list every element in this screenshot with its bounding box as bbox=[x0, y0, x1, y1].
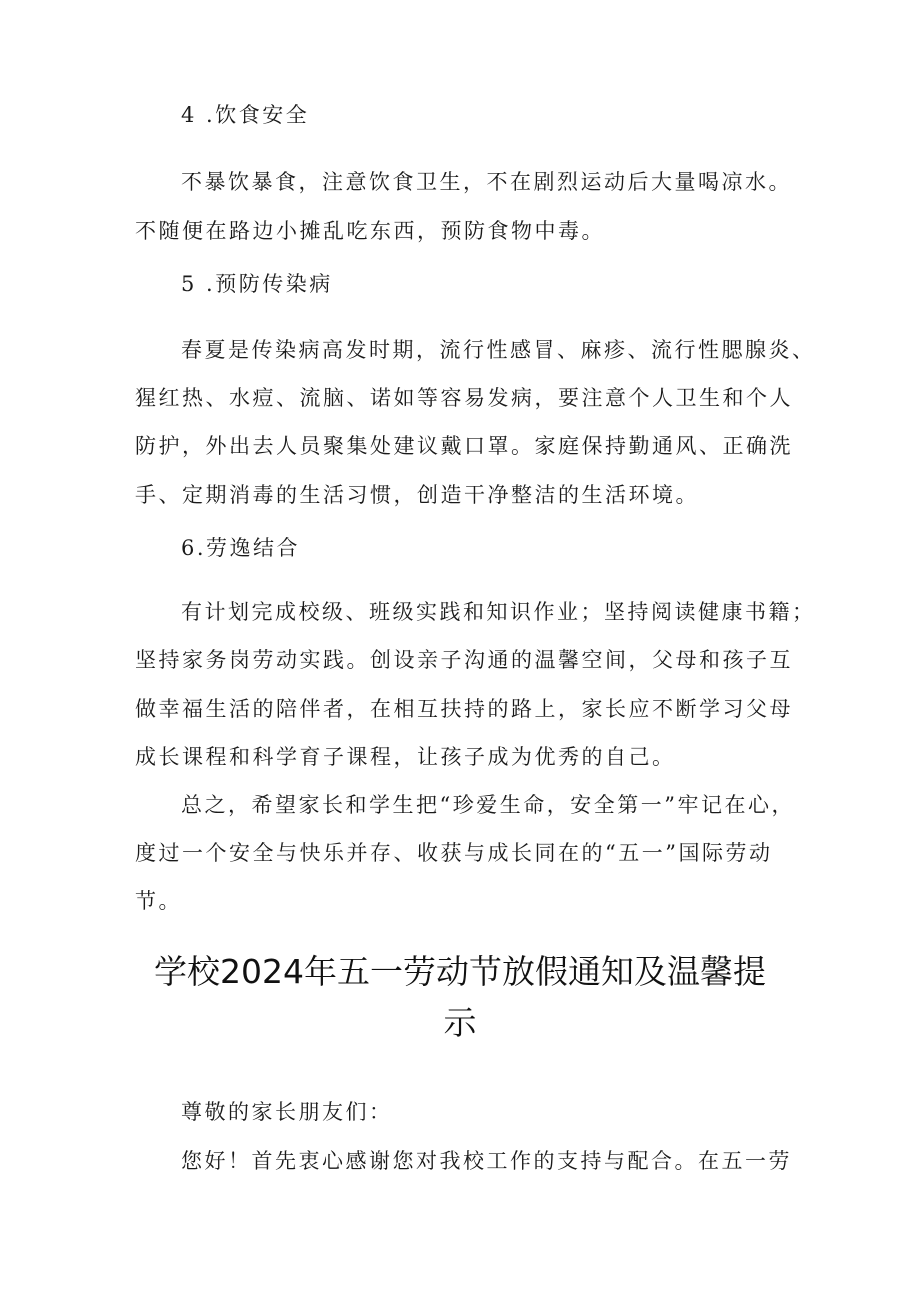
paragraph-line: 做幸福生活的陪伴者，在相互扶持的路上，家长应不断学习父母 bbox=[135, 697, 793, 721]
paragraph-line: 坚持家务岗劳动实践。创设亲子沟通的温馨空间，父母和孩子互 bbox=[135, 648, 793, 672]
opening-line: 您好！首先衷心感谢您对我校工作的支持与配合。在五一劳 bbox=[181, 1149, 792, 1173]
salutation: 尊敬的家长朋友们： bbox=[181, 1100, 393, 1124]
paragraph-line: 不随便在路边小摊乱吃东西，预防食物中毒。 bbox=[135, 219, 605, 243]
section-heading-work-rest-balance: 6.劳逸结合 bbox=[181, 536, 301, 560]
paragraph-line: 成长课程和科学育子课程，让孩子成为优秀的自己。 bbox=[135, 745, 676, 769]
section-heading-disease-prevention: 5 .预防传染病 bbox=[181, 272, 333, 296]
paragraph-line: 防护，外出去人员聚集处建议戴口罩。家庭保持勤通风、正确洗 bbox=[135, 434, 793, 458]
paragraph-line: 猩红热、水痘、流脑、诺如等容易发病，要注意个人卫生和个人 bbox=[135, 386, 793, 410]
conclusion-line: 度过一个安全与快乐并存、收获与成长同在的“五一”国际劳动 bbox=[135, 841, 773, 865]
notice-title-continued: 示 bbox=[443, 1003, 477, 1042]
conclusion-line: 总之，希望家长和学生把“珍爱生命，安全第一”牢记在心， bbox=[181, 793, 795, 817]
notice-title: 学校2024年五一劳动节放假通知及温馨提 bbox=[154, 952, 766, 991]
paragraph-line: 不暴饮暴食，注意饮食卫生，不在剧烈运动后大量喝凉水。 bbox=[181, 170, 792, 194]
conclusion-line: 节。 bbox=[135, 889, 182, 913]
paragraph-line: 春夏是传染病高发时期，流行性感冒、麻疹、流行性腮腺炎、 bbox=[181, 338, 816, 362]
paragraph-line: 手、定期消毒的生活习惯，创造干净整洁的生活环境。 bbox=[135, 483, 699, 507]
paragraph-line: 有计划完成校级、班级实践和知识作业；坚持阅读健康书籍； bbox=[181, 600, 816, 624]
section-heading-diet-safety: 4 .饮食安全 bbox=[181, 103, 310, 127]
